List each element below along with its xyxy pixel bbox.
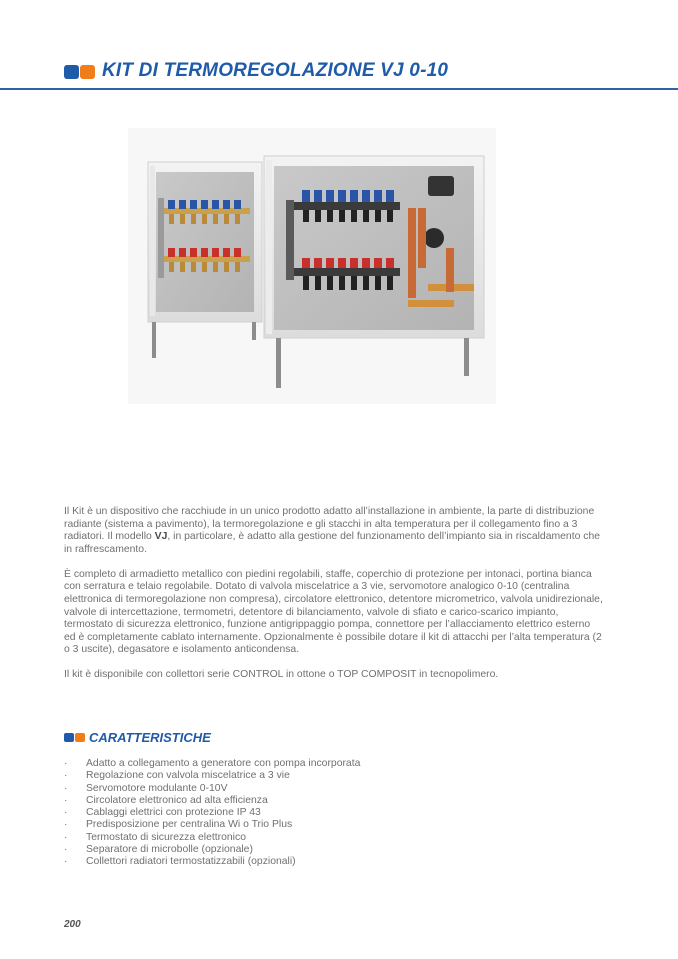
blue-square-icon [64,733,74,742]
list-item [64,758,484,770]
blue-square-icon [64,65,79,79]
list-item [64,783,484,795]
orange-square-icon [75,733,85,742]
orange-square-icon [80,65,95,79]
description [64,506,604,694]
feature-label: Termostato di sicurezza elettronico [86,831,246,843]
features-list [64,758,484,869]
paragraph-availability: Il kit è disponibile con collettori serie CONTROL in ottone o TOP COMPOSIT in tecnopolimero. [64,669,499,681]
page-number: 200 [64,919,81,930]
product-image [128,128,496,404]
bullet-icon: · [64,758,68,769]
bullet-icon: · [64,831,68,843]
bullet-icon: · [64,770,68,782]
feature-label: Predisposizione per centralina Wi o Trio Plus [86,819,293,831]
intro-text-a: Il Kit è un dispositivo che racchiude in un unico prodotto adatto all’installazione in ambiente, la parte di distribuzione radiante (sistema a pavimento), la termoregolazione e gli stacchi in alta temperatura per il collegamento fino a 3 radiatori. Il modello [64,506,595,543]
list-item [64,770,484,782]
paragraph-intro [64,506,604,556]
feature-label: Separatore di microbolle (opzionale) [86,844,253,856]
bullet-icon: · [64,782,68,794]
bullet-icon: · [64,794,68,806]
model-name: VJ [154,531,168,543]
feature-label: Regolazione con valvola miscelatrice a 3 vie [86,770,290,782]
header-divider [0,88,678,90]
features-title: CARATTERISTICHE [89,730,211,745]
header-bullet-icon [64,65,96,79]
feature-label: Collettori radiatori termostatizzabili (opzionali) [86,856,296,868]
bullet-icon: · [64,856,68,868]
paragraph-equipment: È completo di armadietto metallico con piedini regolabili, staffe, coperchio di protezione per intonaci, portina bianca con serratura e telaio regolabile. Dotato di valvola miscelatrice a 3 vie, servomotore analogico 0-10 (centralina elettronica di termoregolazione non compresa), circolatore elettronico, detentore micrometrico, valvola unidirezionale, valvole di intercettazione, termometri, detentore di bilanciamento, valvole di sfiato e carico-scarico impianto, termostato di sicurezza elettronico, funzione antigrippaggio pompa, connettore per l’allacciamento elettrico esterno ed è completamente cablato internamente. Opzionalmente è possibile dotare il kit di attacchi per l’alta temperatura (2 o 3 uscite), degasatore e isolamento anticondensa. [64,568,603,656]
list-item [64,807,484,819]
section-header [0,56,678,90]
list-item [64,856,484,868]
feature-label: Servomotore modulante 0-10V [86,782,228,794]
list-item [64,795,484,807]
list-item [64,844,484,856]
bullet-icon: · [64,807,68,819]
list-item [64,819,484,831]
page-title: KIT DI TERMOREGOLAZIONE VJ 0-10 [102,60,449,81]
bullet-icon: · [64,844,68,856]
feature-label: Cablaggi elettrici con protezione IP 43 [86,807,261,819]
bullet-icon: · [64,819,68,831]
intro-text-b: , in particolare, è adatto alla gestione del funzionamento dell’impianto sia in riscaldamento che in raffrescamento. [64,531,601,555]
features-header [64,731,364,747]
feature-label: Adatto a collegamento a generatore con pompa incorporata [86,758,361,769]
list-item [64,832,484,844]
feature-label: Circolatore elettronico ad alta efficienza [86,794,268,806]
